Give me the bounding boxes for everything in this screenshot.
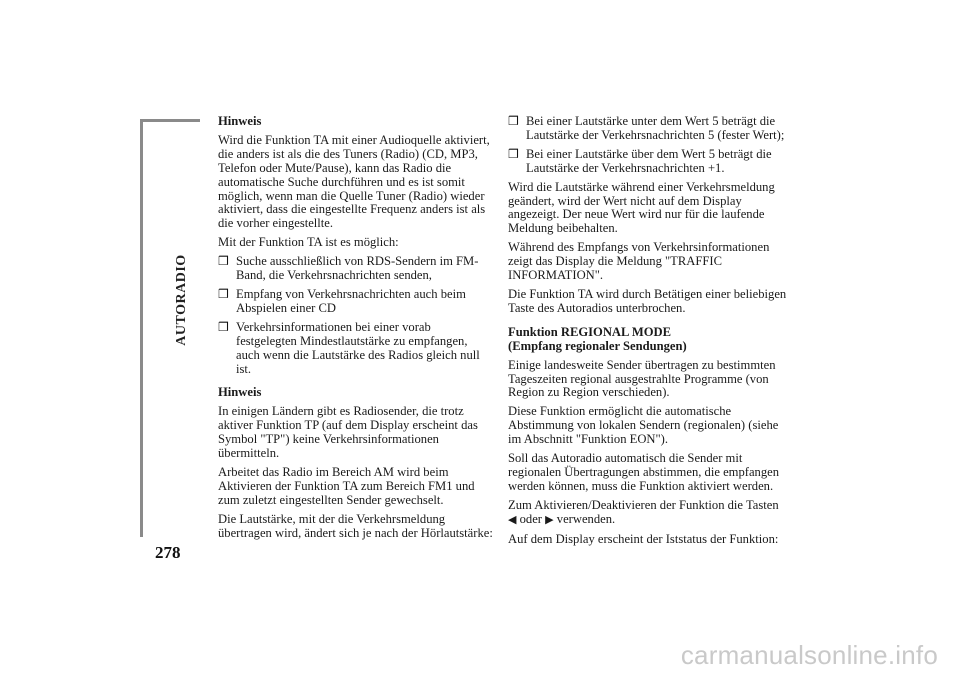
right-arrow-icon: ▶ <box>545 513 554 526</box>
list-item-text: Suche ausschließlich von RDS-Sendern im FM-Band, die Verkehrsnachrichten senden, <box>236 254 479 283</box>
paragraph-text: Zum Aktivieren/Deaktivieren der Funktion die Tasten <box>508 497 779 512</box>
section-heading-line: (Empfang regionaler Sendungen) <box>508 338 687 353</box>
paragraph: Wird die Lautstärke während einer Verkehrsmeldung geändert, wird der Wert nicht auf dem Display angezeigt. Der neue Wert wird nur für die laufende Meldung beibehalten. <box>508 179 775 236</box>
list-item-text: Bei einer Lautstärke über dem Wert 5 beträgt die Lautstärke der Verkehrsnachrichten +1. <box>526 146 772 175</box>
page-number: 278 <box>155 543 181 562</box>
checkbox-bullet-icon: ❒ <box>218 319 229 334</box>
left-column <box>218 115 494 545</box>
paragraph: In einigen Ländern gibt es Radiosender, die trotz aktiver Funktion TP (auf dem Display erscheint das Symbol "TP") keine Verkehrsinformationen übermitteln. <box>218 404 478 461</box>
list-item-text: Bei einer Lautstärke unter dem Wert 5 beträgt die Lautstärke der Verkehrsnachrichten 5 (fester Wert); <box>526 114 785 142</box>
checkbox-bullet-icon: ❒ <box>218 286 229 301</box>
bullet-list <box>508 115 788 176</box>
list-item-text: Empfang von Verkehrsnachrichten auch beim Abspielen einer CD <box>236 286 466 315</box>
paragraph: Einige landesweite Sender übertragen zu bestimmten Tageszeiten regional ausgestrahlte Programme (von Region zu Region verschieden). <box>508 357 776 400</box>
right-column <box>508 115 788 551</box>
paragraph: Arbeitet das Radio im Bereich AM wird beim Aktivieren der Funktion TA zum Bereich FM1 und zum zuletzt eingestellten Sender gewechselt. <box>218 464 475 507</box>
watermark: carmanualsonline.info <box>680 640 938 670</box>
section-heading <box>508 326 788 354</box>
paragraph: Während des Empfangs von Verkehrsinformationen zeigt das Display die Meldung "TRAFFIC INFORMATION". <box>508 240 770 283</box>
paragraph: Diese Funktion ermöglicht die automatische Abstimmung von lokalen Sendern (regionalen) (siehe im Abschnitt "Funktion EON"). <box>508 404 779 447</box>
list-item <box>218 288 494 316</box>
paragraph-text: verwenden. <box>556 511 616 526</box>
paragraph: Die Funktion TA wird durch Betätigen einer beliebigen Taste des Autoradios unterbrochen. <box>508 286 787 315</box>
list-item <box>508 115 788 143</box>
sidebar-divider-line <box>140 119 143 537</box>
checkbox-bullet-icon: ❒ <box>508 114 519 128</box>
bullet-list <box>218 255 494 376</box>
section-label: AUTORADIO <box>174 254 189 346</box>
note-heading: Hinweis <box>218 385 262 400</box>
left-arrow-icon: ◀ <box>508 513 517 526</box>
paragraph: Wird die Funktion TA mit einer Audioquelle aktiviert, die anders ist als die des Tuners (Radio) (CD, MP3, Telefon oder Mute/Pause), kann das Radio die automatische Suche durchführen und es ist somit möglich, wenn man die Quelle Tuner (Radio) wieder aktiviert, dass die eingestellte Frequenz anders ist als die vorher eingestellte. <box>218 132 490 231</box>
paragraph <box>508 499 788 528</box>
paragraph: Mit der Funktion TA ist es möglich: <box>218 235 399 250</box>
paragraph-text: oder <box>519 511 543 526</box>
list-item-text: Verkehrsinformationen bei einer vorab festgelegten Mindestlautstärke zu empfangen, auch wenn die Lautstärke des Radios gleich null ist. <box>236 319 480 376</box>
list-item <box>218 321 494 377</box>
sidebar-divider-cap <box>140 119 200 122</box>
paragraph: Die Lautstärke, mit der die Verkehrsmeldung übertragen wird, ändert sich je nach der Hörlautstärke: <box>218 511 493 540</box>
list-item <box>218 255 494 283</box>
list-item <box>508 148 788 176</box>
checkbox-bullet-icon: ❒ <box>218 254 229 269</box>
paragraph: Soll das Autoradio automatisch die Sender mit regionalen Übertragungen abstimmen, die empfangen werden können, muss die Funktion aktiviert werden. <box>508 451 780 493</box>
checkbox-bullet-icon: ❒ <box>508 146 519 161</box>
note-heading: Hinweis <box>218 114 262 128</box>
section-heading-line: Funktion REGIONAL MODE <box>508 324 672 339</box>
paragraph: Auf dem Display erscheint der Iststatus der Funktion: <box>508 531 779 546</box>
